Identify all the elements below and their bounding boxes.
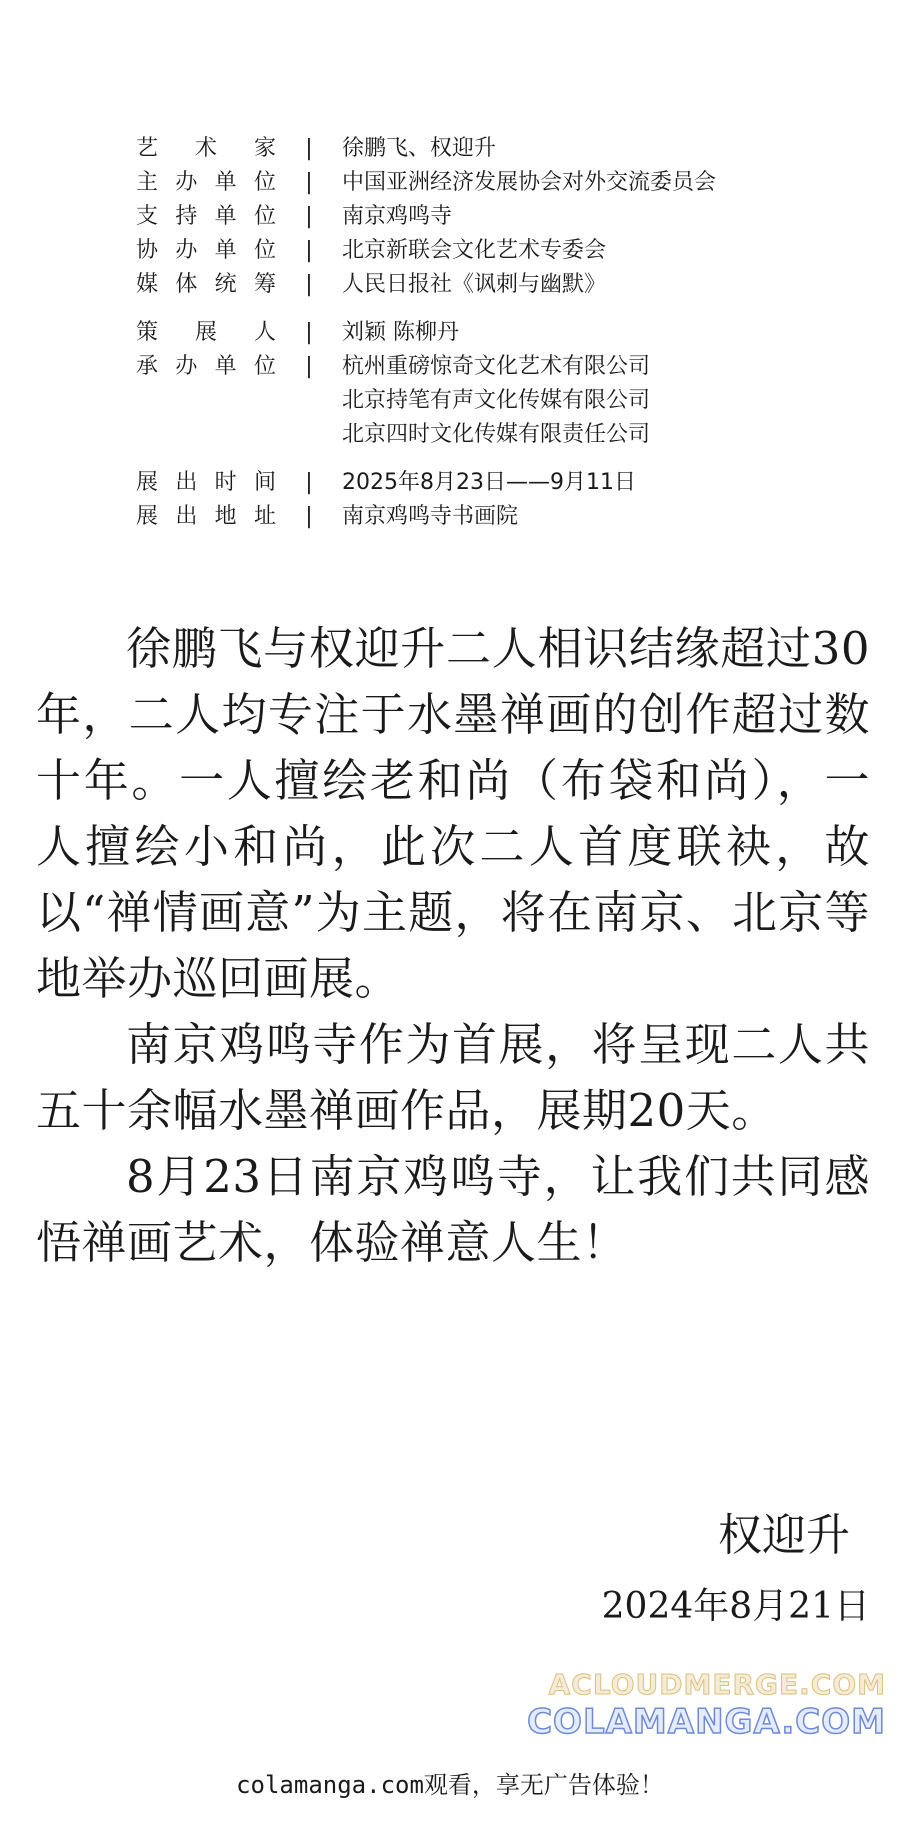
info-value: 中国亚洲经济发展协会对外交流委员会 (342, 170, 717, 195)
info-group-curation (136, 316, 856, 452)
watermark-acloudmerge: ACLOUDMERGE.COM (548, 1668, 886, 1701)
info-row-dates (136, 466, 856, 500)
info-value: 南京鸡鸣寺书画院 (342, 504, 519, 529)
info-label: 展出时间 (136, 470, 276, 495)
info-value: 北京持笔有声文化传媒有限公司 (342, 388, 651, 413)
info-separator: | (305, 320, 313, 345)
info-separator: | (305, 170, 313, 195)
info-value: 2025年8月23日——9月11日 (342, 470, 636, 495)
signature-name: 权迎升 (718, 1510, 850, 1561)
info-label: 策展人 (136, 320, 276, 345)
info-row-media (136, 268, 856, 302)
info-row-undertakers (136, 350, 856, 452)
body-text (36, 616, 870, 1276)
info-row-artists (136, 132, 856, 166)
info-separator: | (305, 238, 313, 263)
info-label: 协办单位 (136, 238, 276, 263)
info-label: 主办单位 (136, 170, 276, 195)
footer-notice: colamanga.com观看，享无广告体验！ (236, 1771, 664, 1799)
info-label: 支持单位 (136, 204, 276, 229)
info-row-co-organizer (136, 234, 856, 268)
info-separator: | (305, 504, 313, 529)
info-separator: | (305, 272, 313, 297)
info-separator: | (305, 136, 313, 161)
info-label: 承办单位 (136, 354, 276, 379)
info-value: 南京鸡鸣寺 (342, 204, 453, 229)
info-value: 徐鹏飞、权迎升 (342, 136, 497, 161)
info-value: 北京新联会文化艺术专委会 (342, 238, 607, 263)
watermark-colamanga: COLAMANGA.COM (527, 1702, 886, 1742)
info-value: 刘颖 陈柳丹 (342, 320, 459, 345)
info-group-organizers (136, 132, 856, 302)
info-value: 杭州重磅惊奇文化艺术有限公司 (342, 354, 651, 379)
info-label: 展出地址 (136, 504, 276, 529)
signature-date: 2024年8月21日 (601, 1586, 870, 1627)
exhibition-info (136, 132, 856, 548)
info-label: 艺术家 (136, 136, 276, 161)
info-label: 媒体统筹 (136, 272, 276, 297)
info-separator: | (305, 470, 313, 495)
info-row-host (136, 166, 856, 200)
info-value: 人民日报社《讽刺与幽默》 (342, 272, 607, 297)
info-group-schedule (136, 466, 856, 534)
body-paragraph: 8月23日南京鸡鸣寺，让我们共同感悟禅画艺术，体验禅意人生！ (36, 1150, 870, 1269)
info-row-support (136, 200, 856, 234)
info-row-address (136, 500, 856, 534)
info-row-curators (136, 316, 856, 350)
info-separator: | (305, 354, 313, 379)
body-paragraph: 南京鸡鸣寺作为首展，将呈现二人共五十余幅水墨禅画作品，展期20天。 (36, 1018, 870, 1137)
body-paragraph: 徐鹏飞与权迎升二人相识结缘超过30年，二人均专注于水墨禅画的创作超过数十年。一人擅绘老和尚（布袋和尚），一人擅绘小和尚，此次二人首度联袂，故以“禅情画意”为主题，将在南京、北京等地举办巡回画展。 (36, 622, 870, 1005)
info-separator: | (305, 204, 313, 229)
info-value: 北京四时文化传媒有限责任公司 (342, 422, 651, 447)
